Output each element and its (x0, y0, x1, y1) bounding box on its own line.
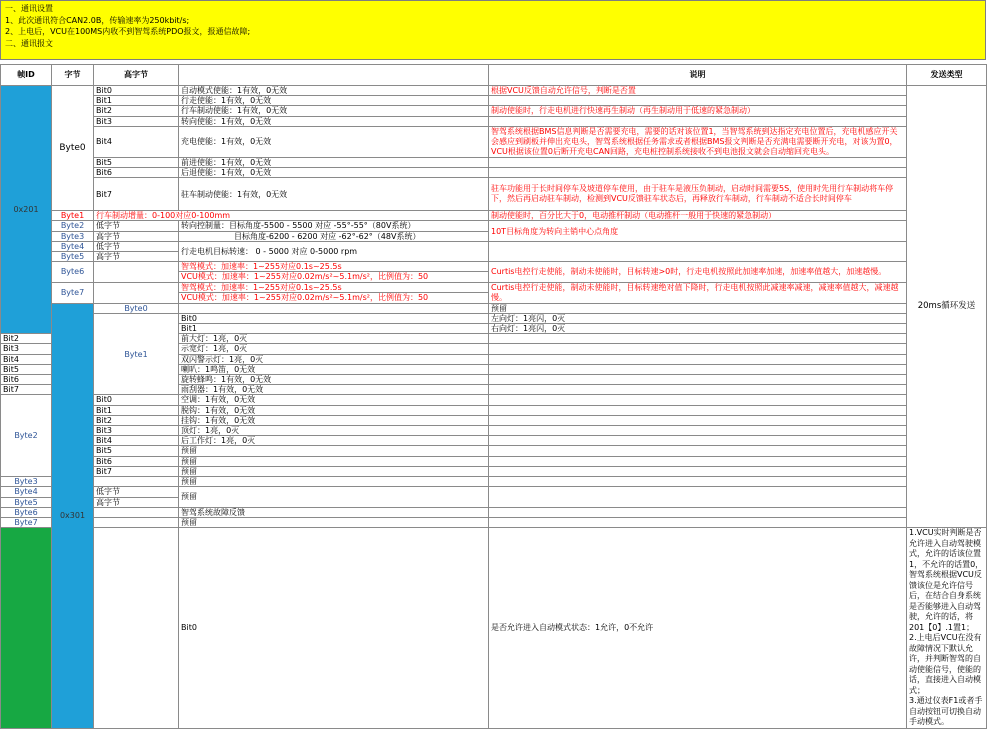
signal-cell: 右向灯：1亮闪，0灭 (489, 324, 907, 334)
bit-cell: Bit0 (94, 395, 179, 405)
signal-cell: 双闪警示灯：1亮，0灭 (179, 354, 489, 364)
byte2-201: Byte2 (52, 221, 94, 231)
signal-cell: 驻车制动使能：1有效，0无效 (179, 178, 489, 211)
byte3-201: Byte3 (52, 231, 94, 241)
signal-cell: VCU模式：加速率：1~255对应0.02m/s²~5.1m/s²，比例值为：50 (179, 293, 489, 304)
bit-cell: Bit3 (94, 426, 179, 436)
byte1-301: Byte1 (94, 313, 179, 395)
desc-cell (489, 507, 907, 517)
desc-cell (489, 436, 907, 446)
desc-cell: Curtis电控行走使能，制动未使能时，目标转速绝对值下降时，行走电机按照此减速率减速，减速率值越大，减速越慢。 (489, 282, 907, 303)
signal-cell: 转向控制量：目标角度-5500 - 5500 对应 -55°-55°（80V系统） (179, 221, 489, 231)
bit-cell: Bit0 (179, 528, 489, 729)
desc-cell (489, 96, 907, 106)
desc-cell: 10T目标角度为转向主销中心点角度 (489, 221, 907, 241)
signal-cell: 行走电机目标转速： 0 - 5000 对应 0-5000 rpm (179, 241, 489, 261)
signal-cell: 脱钩：1有效，0无效 (179, 405, 489, 415)
desc-cell: 根据VCU反馈自动允许信号，判断是否置 (489, 86, 907, 96)
byte0-301: Byte0 (94, 303, 179, 313)
bit-cell: Bit6 (94, 456, 179, 466)
signal-cell: 前大灯：1亮，0灭 (179, 334, 489, 344)
empty-cell (94, 517, 179, 527)
desc-cell (489, 334, 907, 344)
signal-cell: 预留 (179, 487, 489, 507)
signal-cell: 雨刮器：1有效，0无效 (179, 385, 489, 395)
byte1-201: Byte1 (52, 211, 94, 221)
desc-cell (489, 517, 907, 527)
desc-cell (489, 395, 907, 405)
signal-cell: 目标角度-6200 - 6200 对应 -62°-62°（48V系统） (179, 231, 489, 241)
desc-cell (489, 446, 907, 456)
bit-cell: Bit4 (94, 126, 179, 157)
desc-cell: Curtis电控行走使能，制动未使能时，目标转速>0时，行走电机按照此加速率加速，加速率值越大，加速越慢。 (489, 262, 907, 282)
bit-cell: Bit5 (94, 446, 179, 456)
bit-cell: Bit0 (179, 313, 489, 323)
signal-cell: VCU模式：加速率：1~255对应0.02m/s²~5.1m/s²，比例值为：50 (179, 272, 489, 282)
bit-cell: Bit1 (94, 405, 179, 415)
byte6-201: Byte6 (52, 262, 94, 282)
desc-cell (489, 241, 907, 261)
bit-cell: Bit2 (94, 415, 179, 425)
desc-cell (489, 157, 907, 167)
desc-cell (489, 364, 907, 374)
signal-cell: 后工作灯：1亮，0灭 (179, 436, 489, 446)
header-high-byte: 高字节 (94, 65, 179, 86)
bit-cell: Bit5 (94, 157, 179, 167)
high-byte-label: 高字节 (94, 252, 179, 262)
signal-cell: 挂钩：1有效，0无效 (179, 415, 489, 425)
bit-cell: Bit6 (1, 375, 52, 385)
header-desc: 说明 (489, 65, 907, 86)
desc-cell (489, 466, 907, 476)
desc-line: 1.VCU实时判断是否允许进入自动驾驶模式，允许的话该位置1，不允许的话置0，智驾系统根据VCU反馈该位是允许信号后，在结合自身系统是否能够进入自动驾驶，允许的话，将201【0】.1置1； (909, 528, 984, 632)
signal-cell: 旋转蜂鸣：1有效，0无效 (179, 375, 489, 385)
header-byte: 字节 (52, 65, 94, 86)
desc-cell (489, 477, 907, 487)
desc-cell (489, 456, 907, 466)
desc-cell: 制动使能时，百分比大于0，电动推杆制动（电动推杆一般用于快速的紧急制动） (489, 211, 907, 221)
byte0-201: Byte0 (52, 86, 94, 211)
desc-cell (489, 344, 907, 354)
signal-cell: 后退使能：1有效，0无效 (179, 168, 489, 178)
empty-cell (94, 477, 179, 487)
signal-cell: 预留 (179, 456, 489, 466)
signal-cell: 前进使能：1有效，0无效 (179, 157, 489, 167)
low-byte-label: 低字节 (94, 221, 179, 231)
note-line: 二、通讯报文 (5, 38, 53, 48)
signal-cell: 预留 (179, 517, 489, 527)
send-type-cell: 20ms循环发送 (907, 86, 987, 528)
signal-cell: 是否允许进入自动模式状态：1允许，0不允许 (489, 528, 907, 729)
bit-cell: Bit6 (94, 168, 179, 178)
desc-cell (489, 487, 907, 507)
desc-cell (907, 528, 987, 729)
header-send-type: 发送类型 (907, 65, 987, 86)
desc-cell (489, 116, 907, 126)
desc-cell (489, 354, 907, 364)
frame-id-green (1, 528, 52, 729)
byte4-201: Byte4 (52, 241, 94, 251)
header-frame-id: 帧ID (1, 65, 52, 86)
signal-cell: 空调：1有效，0无效 (179, 395, 489, 405)
bit-cell: Bit3 (1, 344, 52, 354)
desc-cell (489, 405, 907, 415)
desc-line: 2.上电后VCU在没有故障情况下默认允许，并判断智驾的自动使能信号，使能的话，直接进入自动模式； (909, 633, 982, 695)
desc-cell (489, 415, 907, 425)
byte6-301: Byte6 (1, 507, 52, 517)
signal-cell: 顶灯：1亮，0灭 (179, 426, 489, 436)
byte3-301: Byte3 (1, 477, 52, 487)
desc-cell (489, 426, 907, 436)
bit-cell: Bit3 (94, 116, 179, 126)
byte7-301: Byte7 (1, 517, 52, 527)
bit-cell: Bit7 (1, 385, 52, 395)
signal-cell: 预留 (179, 477, 489, 487)
signal-cell: 行走使能：1有效，0无效 (179, 96, 489, 106)
notes-box (0, 0, 986, 60)
desc-cell: 制动使能时，行走电机进行快速再生制动（再生制动用于低速的紧急制动） (489, 106, 907, 116)
byte5-301: Byte5 (1, 497, 52, 507)
byte7-201: Byte7 (52, 282, 94, 303)
signal-cell: 预留 (179, 446, 489, 456)
bit-cell: Bit7 (94, 178, 179, 211)
high-byte-label: 高字节 (94, 231, 179, 241)
bit-cell: Bit2 (1, 334, 52, 344)
signal-cell: 左向灯：1亮闪，0灭 (489, 313, 907, 323)
signal-cell: 转向使能：1有效，0无效 (179, 116, 489, 126)
signal-cell: 自动模式使能：1有效，0无效 (179, 86, 489, 96)
desc-cell: 智驾系统根据BMS信息判断是否需要充电，需要的话对该位置1，当智驾系统到达指定充电位置后，充电机感应开关会感应到刷板并伸出充电头，智驾系统根据任务需求或者根据BMS报文判断是否充满电需要断开充电，对该为置0，VCU根据该位置0后断开充电CAN回路，充电桩控制系统接收不到电池报文就会自动缩回充电头。 (489, 126, 907, 157)
bit-cell: Bit4 (1, 354, 52, 364)
empty-cell (94, 262, 179, 282)
note-line: 1、此次通讯符合CAN2.0B，传输速率为250kbit/s; (5, 15, 190, 25)
note-line: 2、上电后，VCU在100MS内收不到智驾系统PDO报文，报通信故障; (5, 27, 251, 36)
empty-cell (179, 303, 489, 313)
desc-line: 3.通过仪表F1或者手自动按钮可切换自动手动模式。 (909, 696, 983, 727)
signal-cell: 智驾模式：加速率：1~255对应0.1s~25.5s (179, 262, 489, 272)
low-byte-label: 低字节 (94, 487, 179, 497)
signal-cell: 智驾系统故障反馈 (179, 507, 489, 517)
signal-cell: 喇叭：1鸣笛，0无效 (179, 364, 489, 374)
desc-cell (489, 168, 907, 178)
can-message-table (0, 64, 987, 729)
signal-cell: 预留 (179, 466, 489, 476)
header-empty (179, 65, 489, 86)
signal-cell: 行车制动增量：0-100对应0-100mm (94, 211, 489, 221)
bit-cell: Bit7 (94, 466, 179, 476)
signal-cell: 预留 (489, 303, 907, 313)
bit-cell: Bit4 (94, 436, 179, 446)
signal-cell: 智驾模式：加速率：1~255对应0.1s~25.5s (179, 282, 489, 293)
desc-cell (489, 385, 907, 395)
bit-cell: Bit1 (179, 324, 489, 334)
bit-cell: Bit2 (94, 106, 179, 116)
byte2-301: Byte2 (1, 395, 52, 477)
frame-id-0x301: 0x301 (52, 303, 94, 728)
low-byte-label: 低字节 (94, 241, 179, 251)
note-line: 一、通讯设置 (5, 4, 53, 13)
frame-id-0x201: 0x201 (1, 86, 52, 334)
signal-cell: 示宽灯：1亮，0灭 (179, 344, 489, 354)
empty-cell (94, 528, 179, 729)
high-byte-label: 高字节 (94, 497, 179, 507)
desc-cell (489, 375, 907, 385)
bit-cell: Bit0 (94, 86, 179, 96)
bit-cell: Bit5 (1, 364, 52, 374)
empty-cell (94, 282, 179, 303)
desc-cell: 驻车功能用于长时间停车及坡道停车使用，由于驻车是液压负制动，启动时间需要5S，使用时先用行车制动将车停下，然后再启动驻车制动，检测到VCU反馈驻车状态后，再释放行车制动，行车制动不适合长时间停车 (489, 178, 907, 211)
bit-cell: Bit1 (94, 96, 179, 106)
byte5-201: Byte5 (52, 252, 94, 262)
byte4-301: Byte4 (1, 487, 52, 497)
signal-cell: 充电使能：1有效，0无效 (179, 126, 489, 157)
signal-cell: 行车制动使能：1有效，0无效 (179, 106, 489, 116)
empty-cell (94, 507, 179, 517)
